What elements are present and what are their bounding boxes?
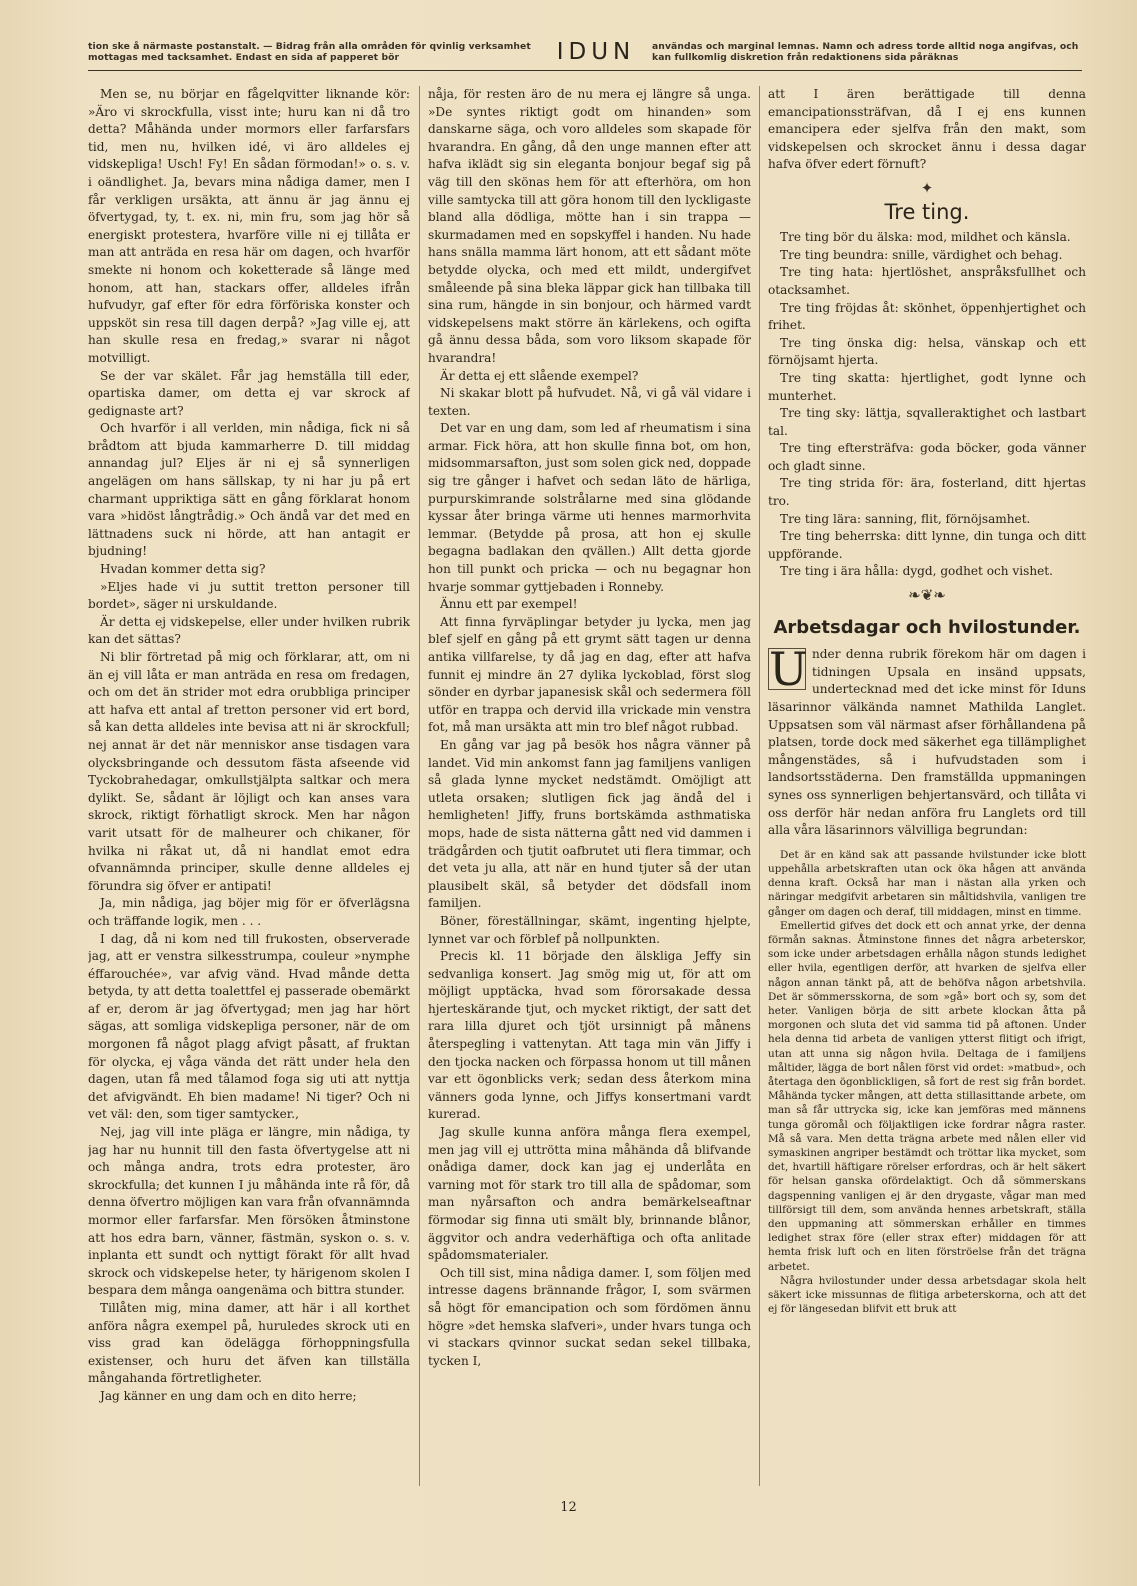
paragraph: Se der var skälet. Får jag hemställa till eder, opartiska damer, om detta ej var skrock af gedignaste art? xyxy=(88,368,410,418)
paragraph: Nej, jag vill inte pläga er längre, min nådiga, ty jag har nu hunnit till den fasta öfvertygelse att ni och många andra, trots edra protester, äro skrockfulla; det kunnen I ju måhända inte rå för, då denna öfvertro möjligen kan vara från ofvannämnda mormor eller farfarsfar. Men försöken åtminstone att hos edra barn, vänner, fästmän, syskon o. s. v. inplanta ett sundt och nyttigt förakt för allt hvad skrock och vidskepelse heter, ty härigenom skolen I bespara dem många oangenäma och bittra stunder. xyxy=(88,1125,410,1298)
list-item: Tre ting beherrska: ditt lynne, din tunga och ditt uppförande. xyxy=(768,529,1086,561)
text-column-3 xyxy=(768,86,1086,1486)
paragraph: Ni skakar blott på hufvudet. Nå, vi gå väl vidare i texten. xyxy=(428,386,751,418)
list-item: Tre ting fröjdas åt: skönhet, öppenhjertighet och frihet. xyxy=(768,300,1086,333)
column-divider xyxy=(759,86,760,1486)
section-heading-arbetsdagar: Arbetsdagar och hvilostunder. xyxy=(773,616,1081,638)
list-item: Tre ting sky: lättja, sqvalleraktighet och lastbart tal. xyxy=(768,406,1086,438)
list-item: Tre ting lära: sanning, flit, förnöjsamhet. xyxy=(780,511,1031,526)
paragraph: Är detta ej vidskepelse, eller under hvilken rubrik kan det sättas? xyxy=(88,614,410,647)
header-left-notice: tion ske å närmaste postanstalt. — Bidrag från alla områden för qvinlig verksamhet mottagas med tacksamhet. Endast en sida af papperet bör xyxy=(88,40,531,63)
paragraph: Ni blir förtretad på mig och förklarar, att, om ni än ej vill låta er man anträda en resa om fredagen, och om det än strider mot edra orubbliga principer att hafva ett antal af tretton personer vid ert bord, så kan detta alldeles inte bevisa att ni är skrockfull; nej annat är det när menniskor anse tisdagen vara olycksbringande och dessutom fästa afseende vid Tyckobrahedagar, omkullstjälpta saltkar och mera dylikt. Se, sådant är löjligt och kan anses vara skrock, riktigt förhatligt skrock. Men har någon varit utsatt för de malheurer och chikaner, för hvilka ni råkat ut, då ni handlat emot edra ofvannämnda principer, skulle denne alldeles ej förundra sig öfver er antipati! xyxy=(88,650,410,893)
paragraph: Det är en känd sak att passande hvilstunder icke blott uppehålla arbetskraften utan ock öka hågen att använda denna kraft. Också har man i nästan alla yrken och näringar medgifvit arbetaren sin måltidshvila, vanligen tre gånger om dagen och deraf, till middagen, minst en timme. xyxy=(768,848,1086,918)
paragraph: att I ären berättigade till denna emancipationssträfvan, då I ej ens kunnen emancipera eder sjelfva från den makt, som vidskepelsen och skrocket ännu i dessa dagar hafva öfver edert förnuft? xyxy=(768,87,1086,172)
article-intro xyxy=(768,642,1086,840)
paragraph: Hvadan kommer detta sig? xyxy=(100,562,266,577)
paragraph: Och till sist, mina nådiga damer. I, som följen med intresse dagens brännande frågor, I, som svärmen så högt för emancipation och som fördömen ännu högre »det hemska slafveri», under hvars tunga och vi stackars qvinnor suckat sedan sekel tillbaka, tycken I, xyxy=(428,1265,751,1368)
paragraph: Jag känner en ung dam och en dito herre; xyxy=(100,1388,357,1403)
list-item: Tre ting strida för: ära, fosterland, ditt hjertas tro. xyxy=(768,476,1086,509)
paragraph: Böner, föreställningar, skämt, ingenting hjelpte, lynnet var och förblef på nollpunkten. xyxy=(428,913,751,946)
paragraph: Ja, min nådiga, jag böjer mig för er öfverlägsna och träffande logik, men . . . xyxy=(88,896,410,928)
list-item: Tre ting önska dig: helsa, vänskap och ett förnöjsamt hjerta. xyxy=(768,335,1086,368)
paragraph: Precis kl. 11 började den älskliga Jeffy sin sedvanliga konsert. Jag smög mig ut, för att om möjligt upptäcka, hvad som förorsakade dessa hjerteskärande tjut, och mycket riktigt, der satt det rara lilla djuret och tjöt ursinnigt på månens återspegling i vattenytan. Att taga min vän Jiffy i den tjocka nacken och förpassa honom ut till månen var ett ögonblicks verk; sedan dess återkom mina vänners goda lynne, och Jiffys konsertmani vardt kurerad. xyxy=(428,949,751,1122)
ornament-divider-icon: ✦ xyxy=(920,178,934,197)
drop-cap: U xyxy=(769,642,808,697)
paragraph: Några hvilostunder under dessa arbetsdagar skola helt säkert icke missunnas de flitiga arbeterskorna, och att det ej för längesedan blifvit ett bruk att xyxy=(768,1274,1086,1316)
paragraph: Men se, nu börjar en fågelqvitter liknande kör: »Äro vi skrockfulla, visst inte; huru kan ni då tro detta? Måhända under mormors eller farfarsfars tid, men nu, hvilken idé, vi äro alldeles ej vidskepliga! Usch! Fy! En sådan förmodan!» o. s. v. i oändlighet. Ja, bevars mina nådiga damer, men I får verkligen ursäkta, att ännu är jag ännu ej öfvertygad, ty, t. ex. ni, min fru, som jag hör så energiskt protestera, hvarföre ville ni ej tillåta er man att anträda en resa här om dagen, och hvarför smekte ni honom och koketterade så länge med honom, att han, stackars offer, alldeles ifrån hufvudyr, gaf efter för edra förföriska konster och uppsköt sin resa till dagen derpå? »Jag ville ej, att han skulle resa en fredag,» svarar ni något motvilligt. xyxy=(88,87,410,365)
paragraph: Ännu ett par exempel! xyxy=(440,597,578,612)
list-item: Tre ting hata: hjertlöshet, anspråksfullhet och otacksamhet. xyxy=(768,265,1086,297)
list-item: Tre ting bör du älska: mod, mildhet och känsla. xyxy=(780,230,1071,245)
paragraph: nåja, för resten äro de nu mera ej längre så unga. »De syntes riktigt godt om hinanden» som danskarne säga, och voro alldeles som skapade för hvarandra. En gång, då den unge mannen efter att hafva iklädt sig sin eleganta bonjour begaf sig på väg till den skönas hem för att efterhöra, om hon ville samtycka till att göra honom till den lyckligaste bland alla dödliga, mötte han i sin trappa — skurmadamen med en sopskyffel i handen. Nu hade hans snälla mamma lärt honom, att ett sådant möte betydde olycka, och med ett mildt, undergifvet småleende på sina bleka läppar gick han tillbaka till sina rum, hängde in sin bonjour, och härmed vardt vidskepelsens makt större än kärlekens, och ogifta gå ännu dessa båda, som voro liksom skapade för hvarandra! xyxy=(428,87,751,365)
text-column-2 xyxy=(428,86,751,1486)
intro-text: nder denna rubrik förekom här om dagen i tidningen Upsala en insänd uppsats, undertecknad med det icke minst för Iduns läsarinnor välkända namnet Mathilda Langlet. Uppsatsen som väl närmast afser förhållandena på platsen, torde dock med säkerhet ega tillämplighet mångenstädes, så i hufvudstaden som i landsortsstäderna. Den framställda uppmaningen synes oss synnerligen behjertansvärd, och tillåta vi oss derför här nedan anföra fru Langlets ord till alla våra läsarinnors välvilliga begrundan: xyxy=(768,647,1086,838)
list-item: Tre ting eftersträfva: goda böcker, goda vänner och gladt sinne. xyxy=(768,441,1086,473)
page-number: 12 xyxy=(560,1500,577,1515)
paragraph: »Eljes hade vi ju suttit tretton personer till bordet», säger ni urskuldande. xyxy=(88,579,410,612)
list-item: Tre ting i ära hålla: dygd, godhet och vishet. xyxy=(780,564,1053,579)
text-column-1 xyxy=(88,86,410,1486)
paragraph: Jag skulle kunna anföra många flera exempel, men jag vill ej uttrötta mina måhända då blifvande onådiga damer, dock kan jag ej underlåta en varning mot för stark tro till alla de spådomar, som man nyårsafton och andra bemärkelseaftnar förmodar sig finna uti smält bly, brinnande blånor, äggvitor och andra vederhäftiga och ofta anlitade spådomsmaterialer. xyxy=(428,1125,751,1263)
column-divider xyxy=(419,86,420,1486)
paragraph: Är detta ej ett slående exempel? xyxy=(440,368,639,383)
header-right-notice: användas och marginal lemnas. Namn och adress torde alltid noga angifvas, och kan fullkomlig diskretion från redaktionens sida påräknas xyxy=(652,40,1079,63)
quoted-article xyxy=(768,848,1086,1317)
list-item: Tre ting beundra: snille, värdighet och behag. xyxy=(780,247,1063,262)
paragraph: I dag, då ni kom ned till frukosten, observerade jag, att er venstra silkesstrumpa, couleur »nymphe éffarouchée», var afvig vänd. Hvad månde detta betyda, ty att detta toalettfel ej passerade obemärkt af er, derom är jag öfvertygad; men jag har hört sägas, att somliga vidskepliga personer, när de om morgonen få något plagg afvigt påsatt, af fruktan för olycka, ej våga vända det rätt under hela den dagen, utan få med tålamod foga sig uti att nyttja det afvigvändt. Eh bien madame! Ni tiger? Och ni vet väl: den, som tiger samtycker., xyxy=(88,931,410,1122)
section-heading-tre-ting: Tre ting. xyxy=(884,199,970,224)
paragraph: Tillåten mig, mina damer, att här i all korthet anföra några exempel på, huruledes skrock uti en viss grad kan ödelägga förhoppningsfulla existenser, och huru det äfven kan tillställa mångahanda förtretligheter. xyxy=(88,1300,410,1386)
paragraph: Emellertid gifves det dock ett och annat yrke, der denna förmån saknas. Åtminstone finnes det några arbeterskor, som icke under arbetsdagen erhålla någon stunds ledighet eller hvila, egentligen derför, att hvarken de sjelfva eller någon annan tänkt på, att de behöfva någon arbetshvila. Det är sömmersskorna, de som »gå» bort och sy, som det heter. Vanligen börja de sitt arbete klockan åtta på morgonen och sluta det vid samma tid på aftonen. Under hela denna tid arbeta de vanligen ytterst flitigt och ifrigt, utan att unna sig någon hvila. Deltaga de i familjens måltider, lägga de bort nålen först vid ordet: »matbud», och återtaga den ögonblickligen, så fort de rest sig från bordet. Måhända tycker mången, att detta stillasittande arbete, om man så får uttrycka sig, icke kan jemföras med männens tunga göromål och följaktligen icke fordrar några raster. Må så vara. Men detta trägna arbete med nålen eller vid symaskinen angriper bestämdt och tröttar lika mycket, som det, hvartill häftigare rörelser erfordras, och är helt säkert för helsan ganska ofördelaktigt. Och då sömmerskans dagspenning vanligen ej är den drygaste, vågar man med tillförsigt till dem, som använda hennes arbetskraft, ställa den uppmaning att sömmerskan erhåller en timmes ledighet strax före (eller strax efter) middagen för att hemta frisk luft och en liten förströelse från det trägna arbetet. xyxy=(768,919,1086,1273)
list-item: Tre ting skatta: hjertlighet, godt lynne och munterhet. xyxy=(768,370,1086,403)
page-header xyxy=(88,33,1082,71)
paragraph: Det var en ung dam, som led af rheumatism i sina armar. Fick höra, att hon skulle finna bot, om hon, midsommarsafton, just som solen gick ned, doppade sig tre gånger i hafvet och sedan läto de härliga, purpurskimrande solstrålarne med sina glödande kyssar åter bringa värme uti hennes marmorhvita lemmar. (Betydde på prosa, att hon ej skulle begagna badlakan den qvällen.) Allt detta gjorde hon till punkt och pricka — och nu begagnar hon hvarje sommar gyttjebaden i Ronneby. xyxy=(428,421,751,594)
ornament-flourish-icon: ❧❦❧ xyxy=(908,586,946,605)
paragraph: Att finna fyrväplingar betyder ju lycka, men jag blef sjelf en gång på ett grymt sätt tagen ur denna antika villfarelse, ty då jag en dag, efter att hafva funnit ej mindre än 27 dylika lyckoblad, först slog sönder en dyrbar japanesisk skål och sedermera föll utför en trappa och dervid illa vrickade min venstra fot, må man ursäkta att min tro blef något rubbad. xyxy=(428,614,751,735)
masthead-logo: IDUN xyxy=(556,38,636,65)
paragraph: En gång var jag på besök hos några vänner på landet. Vid min ankomst fann jag familjens vanligen så glada lynne mycket nedstämdt. Omöjligt att utleta orsaken; slutligen fick jag ändå del i hemligheten! Jiffy, fruns bortskämda asthmatiska mops, hade de sista nätterna gått ned vid dammen i trädgården och tjutit oafbrutet uti flera timmar, och det veta ju alla, att när en hund tjuter så der utan plausibelt skäl, så betyder det dödsfall inom familjen. xyxy=(428,737,751,911)
paragraph: Och hvarför i all verlden, min nådiga, fick ni så brådtom att bjuda kammarherre D. till middag annandag jul? Eljes är ni ej så synnerligen angelägen om hans sällskap, ty ni har ju på ert charmant uppriktiga sätt en gång förklarat honom vara »hidöst långtrådig.» Och ändå var det med en lättnadens suck ni hörde, att han antagit er bjudning! xyxy=(88,421,410,559)
